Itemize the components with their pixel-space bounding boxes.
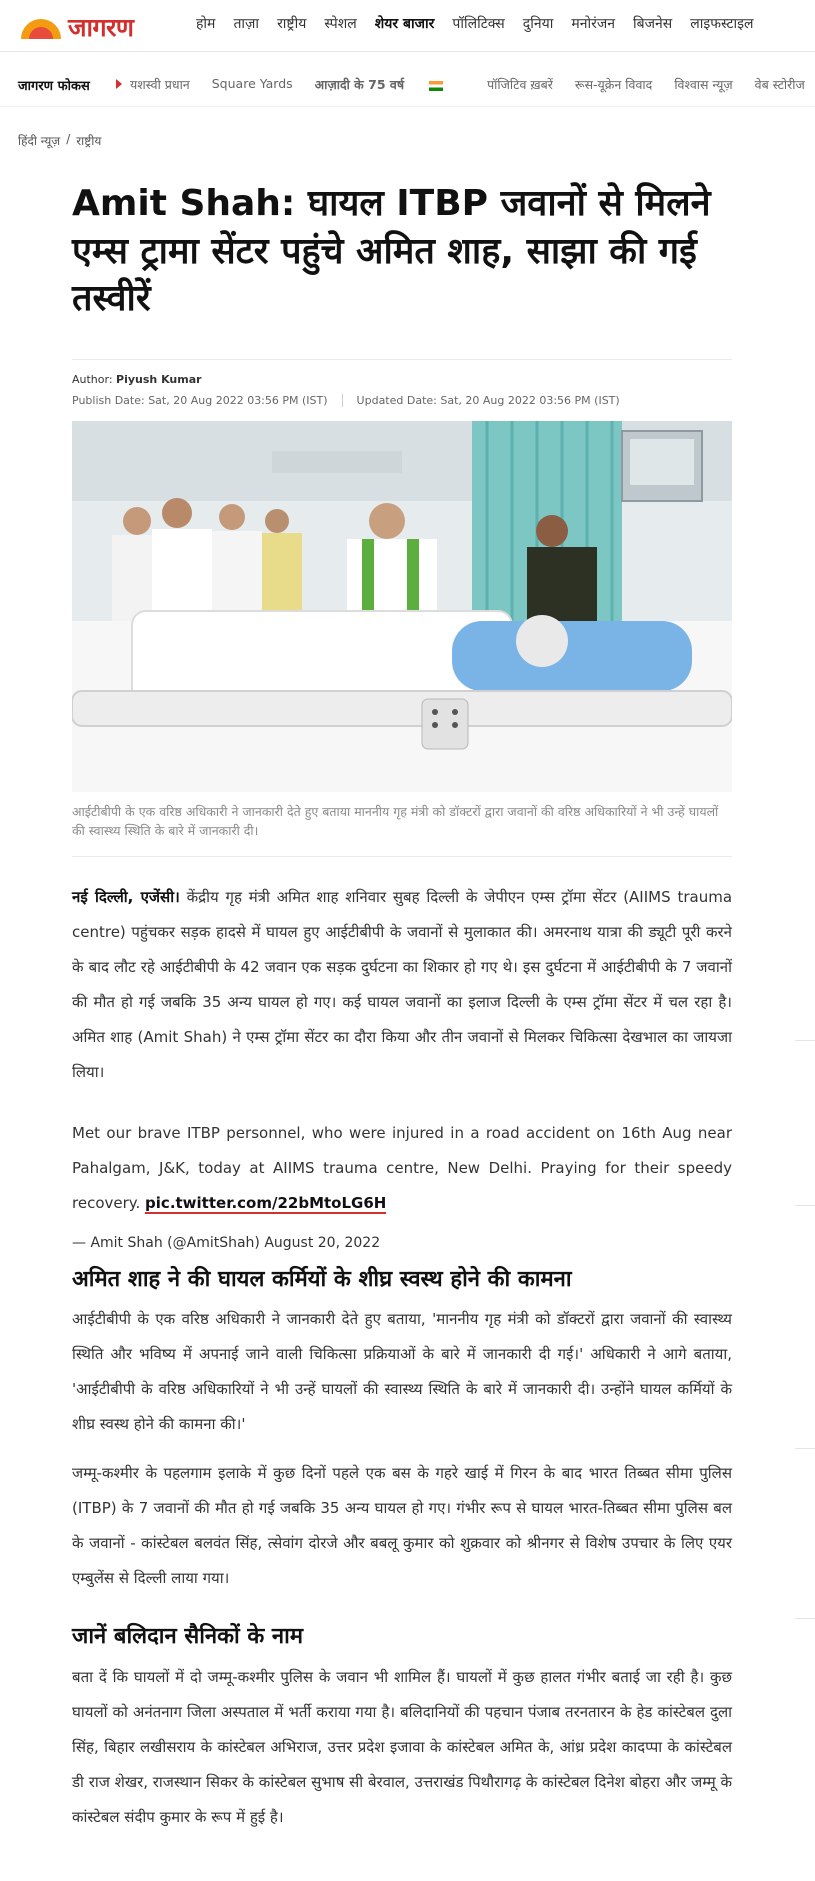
- embedded-tweet: [72, 1116, 732, 1221]
- nav-entertainment[interactable]: मनोरंजन: [571, 16, 615, 32]
- nav-business[interactable]: बिजनेस: [633, 16, 673, 32]
- author-line: [72, 373, 202, 386]
- focus-item[interactable]: यशस्वी प्रधान: [130, 77, 190, 92]
- subheading: अमित शाह ने की घायल कर्मियों के शीघ्र स्वस्थ होने की कामना: [72, 1267, 572, 1292]
- nav-share-market[interactable]: शेयर बाजार: [374, 16, 435, 32]
- updated-date: Updated Date: Sat, 20 Aug 2022 03:56 PM (IST): [356, 394, 620, 407]
- divider: [0, 106, 815, 107]
- dateline: नई दिल्ली, एजेंसी।: [72, 888, 180, 906]
- sun-logo-icon: [18, 15, 64, 39]
- triangle-right-icon: [116, 79, 122, 89]
- hospital-photo-illustration: [72, 421, 732, 792]
- breadcrumb-home[interactable]: हिंदी न्यूज़: [18, 134, 61, 148]
- divider: [72, 359, 732, 360]
- author-name[interactable]: Piyush Kumar: [116, 373, 202, 386]
- site-logo[interactable]: [18, 10, 133, 44]
- focus-item[interactable]: रूस-यूक्रेन विवाद: [574, 77, 653, 92]
- publish-date: Publish Date: Sat, 20 Aug 2022 03:56 PM (IST): [72, 394, 328, 407]
- tweet-footer[interactable]: — Amit Shah (@AmitShah) August 20, 2022: [72, 1235, 381, 1251]
- breadcrumb-separator: /: [66, 132, 71, 146]
- focus-bar: [0, 68, 815, 100]
- divider: [342, 394, 343, 407]
- article-headline: Amit Shah: घायल ITBP जवानों से मिलने एम्स ट्रामा सेंटर पहुंचे अमित शाह, साझा की गई तस्वीरें: [72, 183, 711, 320]
- tweet-link[interactable]: pic.twitter.com/22bMtoLG6H: [145, 1194, 387, 1212]
- photo-caption: आईटीबीपी के एक वरिष्ठ अधिकारी ने जानकारी देते हुए बताया माननीय गृह मंत्री को डॉक्टरों द्वारा जवानों की वरिष्ठ अधिकारियों ने भी उन्हें घायलों की स्वास्थ्य स्थिति के बारे में जानकारी दी।: [72, 804, 719, 839]
- focus-item-azadi[interactable]: [315, 76, 465, 93]
- article-paragraph: बता दें कि घायलों में दो जम्मू-कश्मीर पुलिस के जवान भी शामिल हैं। घायलों में कुछ हालत गंभीर बताई जा रही है। कुछ घायलों को अनंतनाग जिला अस्पताल में भर्ती कराया गया है। बलिदानियों की पहचान पंजाब तरनतारन के हेड कांस्टेबल दुला सिंह, बिहार लखीसराय के कांस्टेबल अभिराज, उत्तर प्रदेश इजावा के कांस्टेबल अमित के, आंध्र प्रदेश कादप्पा के कांस्टेबल डी राज शेखर, राजस्थान सिकर के कांस्टेबल सुभाष सी बेरवाल, उत्तराखंड पिथौरागढ़ के कांस्टेबल दिनेश बोहरा और जम्मू के कांस्टेबल संदीप कुमार के रूप में हुई है।: [72, 1668, 732, 1826]
- nav-special[interactable]: स्पेशल: [324, 16, 357, 32]
- author-label: Author:: [72, 373, 113, 386]
- article-paragraph: [72, 880, 732, 1090]
- focus-item[interactable]: विश्वास न्यूज़: [674, 77, 733, 92]
- main-nav: [196, 14, 772, 33]
- article-paragraph: आईटीबीपी के एक वरिष्ठ अधिकारी ने जानकारी देते हुए बताया, 'माननीय गृह मंत्री को डॉक्टरों द्वारा जवानों की स्वास्थ्य स्थिति और भविष्य में अपनाई जाने वाली चिकित्सा प्रक्रियाओं के बारे में जानकारी दी गई।' अधिकारी ने आगे बताया, 'आईटीबीपी के वरिष्ठ अधिकारियों ने भी उन्हें घायलों की स्वास्थ्य स्थिति के बारे में जानकारी दी। उन्होंने घायल कर्मियों के शीघ्र स्वस्थ होने की कामना की।': [72, 1310, 732, 1433]
- divider: [795, 1618, 815, 1619]
- focus-item[interactable]: पॉजिटिव ख़बरें: [487, 77, 553, 92]
- divider: [795, 1205, 815, 1206]
- nav-home[interactable]: होम: [196, 16, 216, 32]
- divider: [795, 1040, 815, 1041]
- nav-world[interactable]: दुनिया: [522, 16, 554, 32]
- focus-item[interactable]: Square Yards: [211, 76, 293, 91]
- nav-national[interactable]: राष्ट्रीय: [277, 16, 307, 32]
- article-paragraph: जम्मू-कश्मीर के पहलगाम इलाके में कुछ दिनों पहले एक बस के गहरे खाई में गिरन के बाद भारत तिब्बत सीमा पुलिस (ITBP) के 7 जवानों की मौत हो गई जबकि 35 अन्य घायल हो गए। गंभीर रूप से घायल भारत-तिब्बत सीमा पुलिस बल के जवानों - कांस्टेबल बलवंत सिंह, त्सेवांग दोरजे और बबलू कुमार को शुक्रवार को श्रीनगर से विशेष उपचार के लिए एयर एम्बुलेंस से दिल्ली लाया गया।: [72, 1464, 732, 1587]
- paragraph-text: केंद्रीय गृह मंत्री अमित शाह शनिवार सुबह दिल्ली के जेपीएन एम्स ट्रॉमा सेंटर (AIIMS trauma centre) पहुंचकर सड़क हादसे में घायल हुए आईटीबीपी के जवानों से मुलाकात की। अमरनाथ यात्रा की ड्यूटी पूरी करने के बाद लौट रहे आईटीबीपी के 42 जवान एक सड़क दुर्घटना का शिकार हो गए थे। इस दुर्घटना में आईटीबीपी के 7 जवानों की मौत हो गई जबकि 35 अन्य घायल हो गए। कई घायल जवानों का इलाज दिल्ली के एम्स ट्रॉमा सेंटर में चल रहा है। अमित शाह (Amit Shah) ने एम्स ट्रॉमा सेंटर का दौरा किया और तीन जवानों से मिलकर चिकित्सा देखभाल का जायजा लिया।: [72, 888, 733, 1081]
- nav-politics[interactable]: पॉलिटिक्स: [452, 16, 505, 32]
- divider: [795, 1448, 815, 1449]
- focus-item-label: आज़ादी के 75 वर्ष: [314, 77, 405, 92]
- breadcrumb-section[interactable]: राष्ट्रीय: [76, 134, 102, 148]
- focus-title: जागरण फोकस: [18, 79, 90, 94]
- breadcrumb: [18, 132, 101, 149]
- focus-item[interactable]: वेब स्टोरीज: [754, 77, 805, 92]
- nav-latest[interactable]: ताज़ा: [233, 16, 260, 32]
- article-photo: [72, 421, 732, 792]
- tweet-text: Met our brave ITBP personnel, who were injured in a road accident on 16th Aug near Pahalgam, J&K, today at AIIMS trauma centre, New Delhi. Praying for their speedy recovery.: [72, 1124, 732, 1212]
- focus-items: [130, 76, 815, 93]
- divider: [72, 856, 732, 857]
- logo-text: जागरण: [68, 13, 134, 42]
- subheading: जानें बलिदान सैनिकों के नाम: [72, 1624, 303, 1649]
- article-dates: [72, 394, 620, 407]
- nav-lifestyle[interactable]: लाइफस्टाइल: [690, 16, 754, 32]
- site-header: [0, 0, 815, 52]
- india-flag-icon: [429, 81, 443, 91]
